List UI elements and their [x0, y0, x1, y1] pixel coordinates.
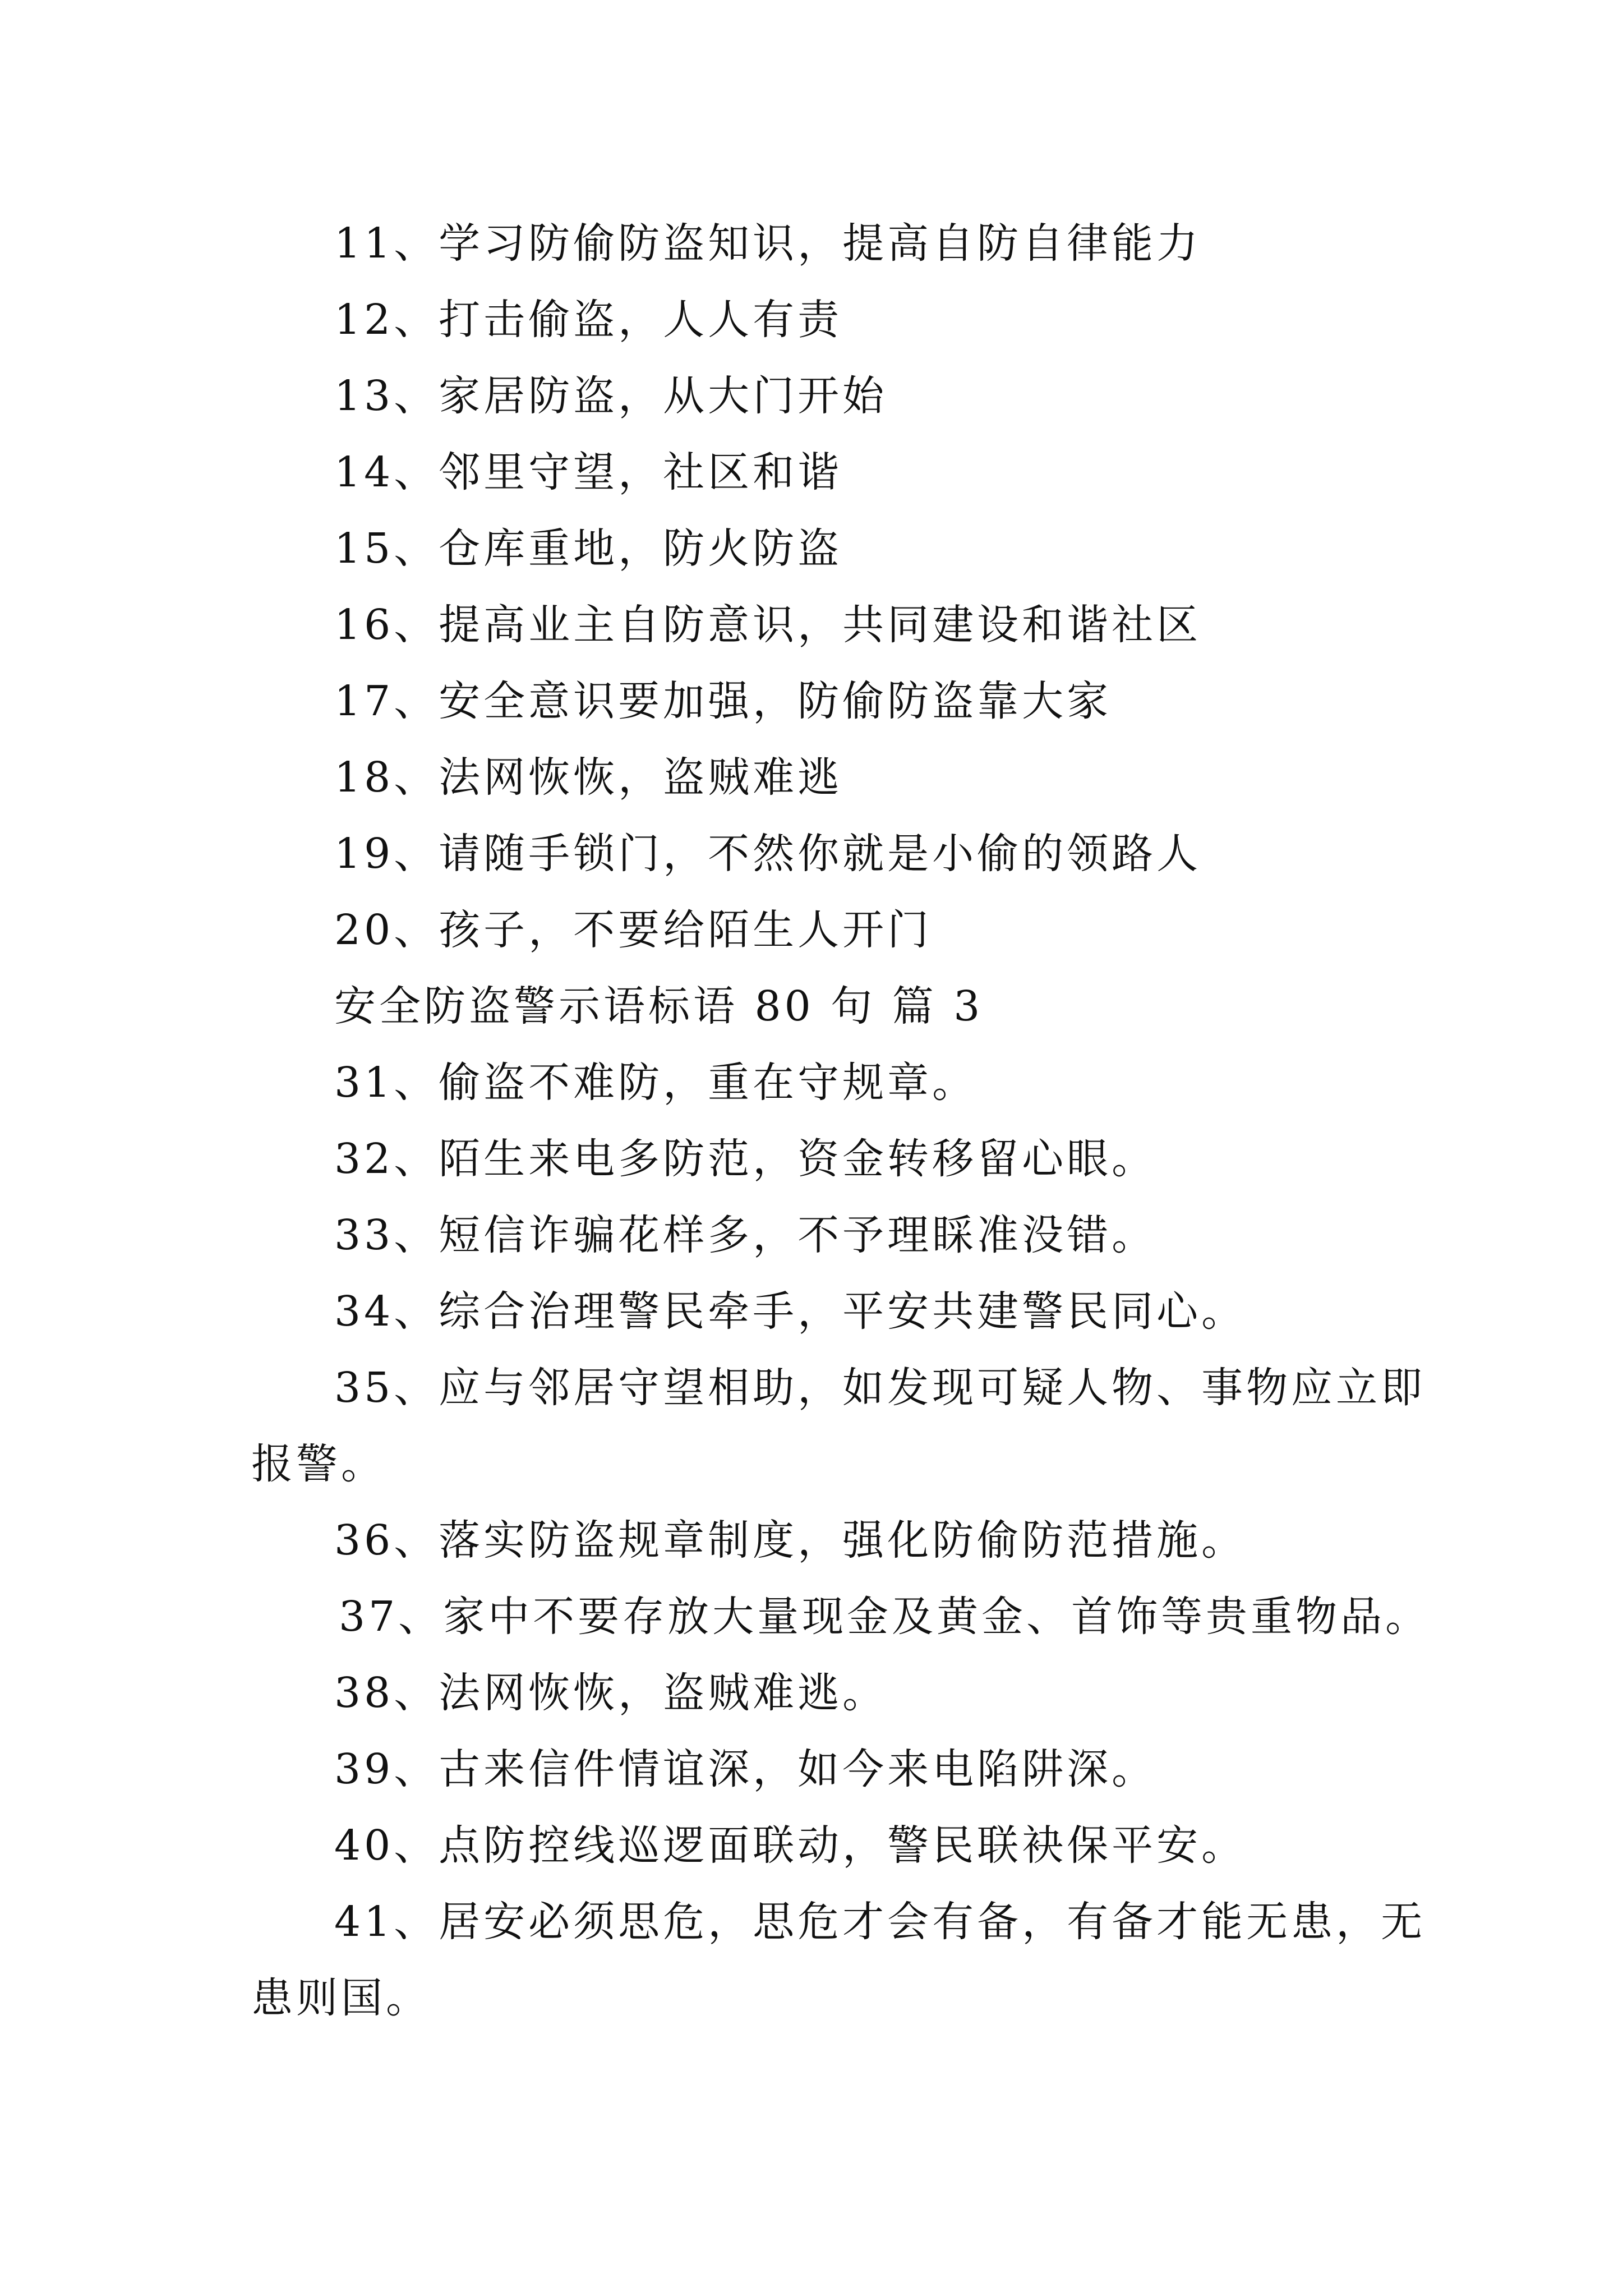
- slogan-line-14: 14、邻里守望，社区和谐: [334, 448, 843, 496]
- slogan-line-31: 31、偷盗不难防，重在守规章。: [334, 1059, 978, 1107]
- slogan-line-41-continued: 患则国。: [251, 1974, 431, 2022]
- slogan-line-32: 32、陌生来电多防范，资金转移留心眼。: [334, 1135, 1157, 1183]
- slogan-line-13: 13、家居防盗，从大门开始: [334, 372, 888, 420]
- slogan-line-20: 20、孩子，不要给陌生人开门: [334, 906, 933, 954]
- section-heading: 安全防盗警示语标语 80 句 篇 3: [334, 982, 984, 1030]
- slogan-line-19: 19、请随手锁门，不然你就是小偷的领路人: [334, 830, 1202, 878]
- slogan-line-36: 36、落实防盗规章制度，强化防偷防范措施。: [334, 1516, 1247, 1565]
- slogan-line-40: 40、点防控线巡逻面联动，警民联袂保平安。: [334, 1821, 1247, 1870]
- slogan-line-16: 16、提高业主自防意识，共同建设和谐社区: [334, 601, 1202, 649]
- slogan-line-17: 17、安全意识要加强，防偷防盗靠大家: [334, 677, 1112, 725]
- slogan-line-11: 11、学习防偷防盗知识，提高自防自律能力: [334, 219, 1202, 268]
- slogan-line-35-continued: 报警。: [251, 1440, 386, 1488]
- slogan-line-18: 18、法网恢恢，盗贼难逃: [334, 753, 843, 802]
- slogan-line-34: 34、综合治理警民牵手，平安共建警民同心。: [334, 1287, 1247, 1336]
- slogan-line-38: 38、法网恢恢，盗贼难逃。: [334, 1669, 888, 1717]
- slogan-line-35: 35、应与邻居守望相助，如发现可疑人物、事物应立即: [334, 1364, 1426, 1412]
- slogan-line-37: 37、家中不要存放大量现金及黄金、首饰等贵重物品。: [339, 1593, 1431, 1641]
- slogan-line-33: 33、短信诈骗花样多，不予理睬准没错。: [334, 1211, 1157, 1259]
- slogan-line-41: 41、居安必须思危，思危才会有备，有备才能无患，无: [334, 1898, 1426, 1946]
- slogan-line-15: 15、仓库重地，防火防盗: [334, 524, 843, 573]
- slogan-line-12: 12、打击偷盗，人人有责: [334, 296, 843, 344]
- slogan-line-39: 39、古来信件情谊深，如今来电陷阱深。: [334, 1745, 1157, 1793]
